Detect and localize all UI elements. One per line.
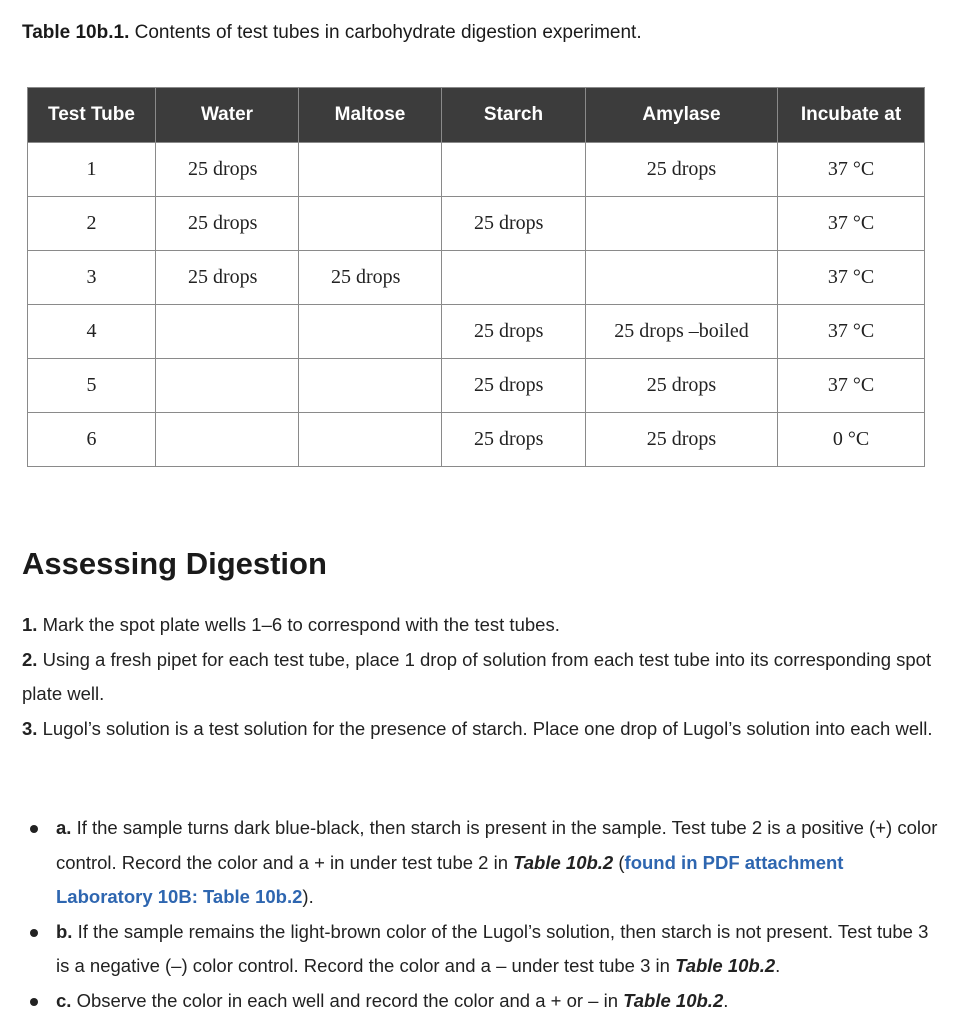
table-reference: Table 10b.2 xyxy=(675,955,776,976)
header-maltose: Maltose xyxy=(299,88,442,143)
table-row xyxy=(28,359,925,413)
cell-maltose xyxy=(299,143,442,197)
cell-starch: 25 drops xyxy=(442,359,586,413)
table-row xyxy=(28,413,925,467)
cell-starch: 25 drops xyxy=(442,197,586,251)
cell-water: 25 drops xyxy=(156,143,299,197)
cell-maltose xyxy=(299,305,442,359)
header-test-tube: Test Tube xyxy=(28,88,156,143)
header-starch: Starch xyxy=(442,88,586,143)
test-tube-table xyxy=(27,87,925,467)
header-incubate: Incubate at xyxy=(778,88,925,143)
step-item xyxy=(22,712,942,747)
table-reference: Table 10b.2 xyxy=(513,851,614,873)
cell-incubate: 37 °C xyxy=(778,197,925,251)
caption-text: Contents of test tubes in carbohydrate digestion experiment. xyxy=(134,22,642,43)
bullet-dot-icon xyxy=(30,929,38,937)
bullet-dot-icon xyxy=(30,998,38,1006)
cell-starch xyxy=(442,143,586,197)
bullet-text: If the sample turns dark blue-black, then starch is present in the sample. Test tube 2 is a positive (+) color control. Record the color and a + in under test tube 2 in xyxy=(56,817,938,873)
cell-maltose xyxy=(299,359,442,413)
table-header-row xyxy=(28,88,925,143)
step-number: 3. xyxy=(22,717,38,739)
cell-water: 25 drops xyxy=(156,197,299,251)
section-title: Assessing Digestion xyxy=(22,546,327,581)
table-row xyxy=(28,197,925,251)
cell-tube: 4 xyxy=(28,305,156,359)
cell-starch: 25 drops xyxy=(442,305,586,359)
table-row xyxy=(28,305,925,359)
bullet-dot-icon xyxy=(30,825,38,833)
step-text: Mark the spot plate wells 1–6 to correspond with the test tubes. xyxy=(42,614,560,635)
cell-maltose: 25 drops xyxy=(299,251,442,305)
table-reference: Table 10b.2 xyxy=(623,989,724,1011)
steps-list xyxy=(22,608,942,746)
cell-starch: 25 drops xyxy=(442,413,586,467)
bullet-item-a xyxy=(22,811,942,915)
cell-maltose xyxy=(299,413,442,467)
paren-close: ). xyxy=(302,886,314,907)
step-number: 1. xyxy=(22,614,38,635)
bullet-item-b xyxy=(22,915,942,984)
header-water: Water xyxy=(156,88,299,143)
bullet-number: b. xyxy=(56,920,73,942)
cell-incubate: 37 °C xyxy=(778,251,925,305)
cell-water xyxy=(156,359,299,413)
cell-tube: 1 xyxy=(28,143,156,197)
bullet-number: a. xyxy=(56,817,72,838)
cell-maltose xyxy=(299,197,442,251)
cell-incubate: 37 °C xyxy=(778,143,925,197)
cell-water xyxy=(156,305,299,359)
bullet-item-c xyxy=(22,984,942,1019)
cell-tube: 6 xyxy=(28,413,156,467)
step-item xyxy=(22,643,942,712)
step-number: 2. xyxy=(22,648,38,670)
pdf-attachment-link[interactable]: found in PDF attachment Laboratory 10B: Table 10b.2 xyxy=(56,851,844,907)
cell-starch xyxy=(442,251,586,305)
cell-incubate: 0 °C xyxy=(778,413,925,467)
cell-tube: 5 xyxy=(28,359,156,413)
cell-water: 25 drops xyxy=(156,251,299,305)
cell-amylase: 25 drops –boiled xyxy=(586,305,778,359)
bullet-number: c. xyxy=(56,989,72,1011)
bullet-text: If the sample remains the light-brown color of the Lugol’s solution, then starch is not present. Test tube 3 is a negative (–) color control. Record the color and a – under test tube 3 in xyxy=(56,920,929,976)
cell-tube: 2 xyxy=(28,197,156,251)
step-text: Lugol’s solution is a test solution for the presence of starch. Place one drop of Lugol’s solution into each well. xyxy=(42,717,933,739)
table-caption xyxy=(22,20,642,46)
bullet-text: Observe the color in each well and record the color and a + or – in xyxy=(76,989,624,1011)
cell-amylase xyxy=(586,251,778,305)
table-row xyxy=(28,143,925,197)
table-row xyxy=(28,251,925,305)
step-item xyxy=(22,608,942,643)
paren-open: ( xyxy=(613,851,625,873)
cell-amylase: 25 drops xyxy=(586,143,778,197)
cell-water xyxy=(156,413,299,467)
bullet-list xyxy=(22,811,942,1018)
cell-tube: 3 xyxy=(28,251,156,305)
cell-amylase: 25 drops xyxy=(586,413,778,467)
bullet-end: . xyxy=(775,955,781,976)
cell-incubate: 37 °C xyxy=(778,305,925,359)
cell-amylase: 25 drops xyxy=(586,359,778,413)
bullet-end: . xyxy=(723,989,729,1011)
step-text: Using a fresh pipet for each test tube, place 1 drop of solution from each test tube into its corresponding spot plate well. xyxy=(22,648,932,704)
cell-amylase xyxy=(586,197,778,251)
header-amylase: Amylase xyxy=(586,88,778,143)
cell-incubate: 37 °C xyxy=(778,359,925,413)
caption-label: Table 10b.1. xyxy=(22,22,130,43)
